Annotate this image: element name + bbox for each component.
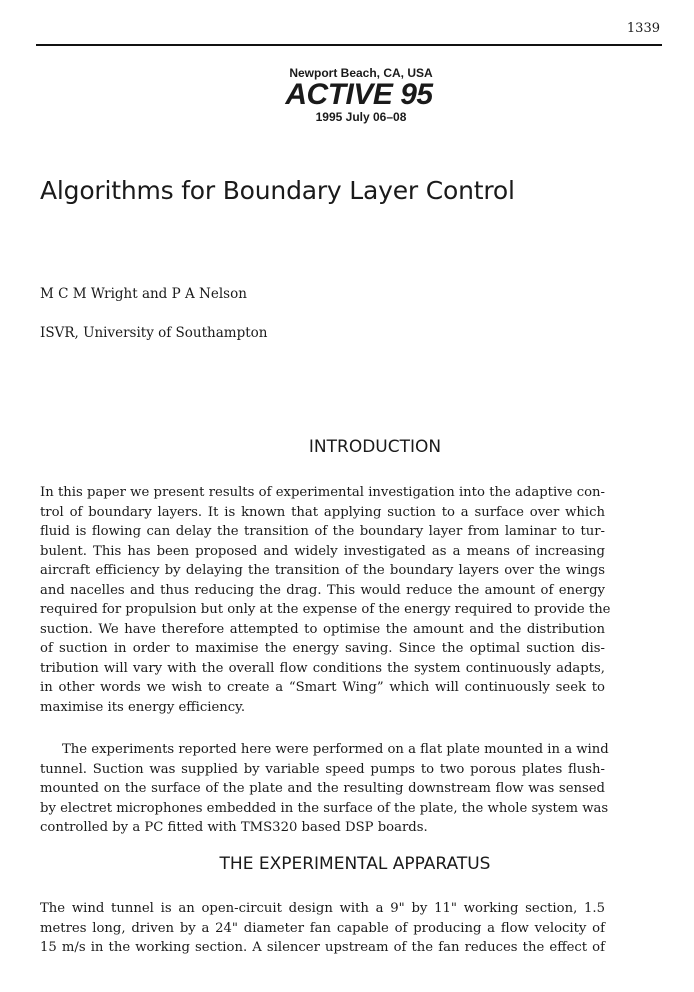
text-line: mounted on the surface of the plate and the resulting downstream flow was sensed (40, 781, 605, 796)
authors: M C M Wright and P A Nelson (40, 286, 247, 302)
text-line: 15 m/s in the working section. A silencer upstream of the fan reduces the effect of (40, 940, 605, 955)
text-line: fluid is flowing can delay the transition of the boundary layer from laminar to tur- (40, 524, 605, 539)
text-line: The wind tunnel is an open-circuit design with a 9" by 11" working section, 1.5 (40, 901, 605, 916)
text-line: controlled by a PC fitted with TMS320 based DSP boards. (40, 820, 428, 835)
text-line: maximise its energy efficiency. (40, 699, 246, 715)
conference-block (0, 66, 694, 124)
section-heading-apparatus: THE EXPERIMENTAL APPARATUS (219, 854, 491, 874)
conference-location: Newport Beach, CA, USA (289, 66, 433, 80)
introduction-paragraph-1 (40, 483, 611, 717)
conference-date: 1995 July 06–08 (315, 110, 407, 124)
text-line: trol of boundary layers. It is known that applying suction to a surface over which (40, 504, 605, 520)
text-line: required for propulsion but only at the expense of the energy required to provide the (40, 602, 611, 617)
apparatus-paragraph-1 (40, 899, 605, 958)
affiliation: ISVR, University of Southampton (40, 325, 268, 341)
text-line: tunnel. Suction was supplied by variable speed pumps to two porous plates flush- (40, 761, 605, 777)
text-line: by electret microphones embedded in the surface of the plate, the whole system was (40, 800, 609, 816)
paper-title: Algorithms for Boundary Layer Control (40, 176, 515, 205)
page-number: 1339 (626, 21, 660, 36)
text-line: of suction in order to maximise the energy saving. Since the optimal suction dis- (40, 641, 605, 656)
header-rule (36, 44, 662, 46)
text-line: suction. We have therefore attempted to optimise the amount and the distribution (40, 621, 605, 637)
text-line: In this paper we present results of experimental investigation into the adaptive con- (40, 485, 605, 500)
text-line: bulent. This has been proposed and widely investigated as a means of increasing (40, 543, 605, 559)
text-line: in other words we wish to create a “Smart Wing” which will continuously seek to (40, 680, 605, 695)
text-line: aircraft efficiency by delaying the transition of the boundary layers over the wings (40, 563, 605, 578)
text-line: tribution will vary with the overall flow conditions the system continuously adapts, (40, 660, 605, 676)
introduction-paragraph-2 (40, 740, 609, 838)
text-line: metres long, driven by a 24" diameter fan capable of producing a flow velocity of (40, 920, 605, 936)
section-heading-introduction: INTRODUCTION (308, 437, 442, 457)
conference-name: ACTIVE 95 (285, 78, 433, 111)
text-line: The experiments reported here were performed on a flat plate mounted in a wind (62, 742, 609, 757)
text-line: and nacelles and thus reducing the drag. This would reduce the amount of energy (40, 582, 605, 598)
